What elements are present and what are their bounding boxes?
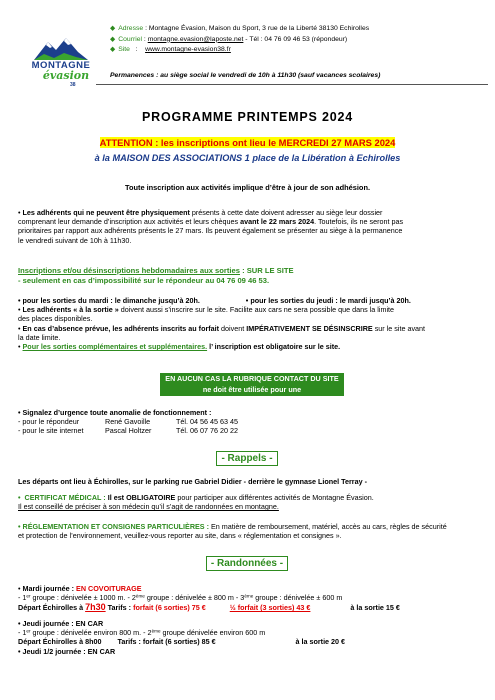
list-item: • Les adhérents « à la sortie » doivent aussi s’inscrire sur le site. Facilite aux cars ne sera possible que dans la limite bbox=[18, 305, 395, 315]
list-item: • Pour les sorties complémentaires et supplémentaires. l’ inscription est obligatoire sur le site. bbox=[18, 342, 341, 352]
bullet-icon: • bbox=[18, 208, 23, 217]
randonnees-heading: - Randonnées - bbox=[206, 556, 288, 571]
hike-jeudi-pricing: Départ Échirolles à 8h00 Tarifs : forfait (6 sorties) 85 € à la sortie 20 € bbox=[18, 637, 346, 647]
hike-mardi-pricing: Départ Échirolles à 7h30 Tarifs : forfait (6 sorties) 75 € ½ forfait (3 sorties) 43 € à la sortie 15 € bbox=[18, 602, 400, 613]
rappels-heading: - Rappels - bbox=[216, 451, 278, 466]
site-line: ◆ Site : www.montagne-evasion38.fr bbox=[110, 46, 231, 54]
logo-number: 38 bbox=[70, 82, 76, 88]
hike-jeudi-groups: - 1er groupe : dénivelée environ 800 m. - 2ème groupe dénivelée environ 600 m bbox=[18, 628, 266, 638]
logo-subtitle: évasion bbox=[42, 69, 90, 82]
email-link[interactable]: montagne.evasion@laposte.net bbox=[147, 35, 244, 43]
list-item-continued: la date limite. bbox=[18, 332, 61, 342]
bullet-icon: • bbox=[18, 493, 25, 502]
bullet-icon: ◆ bbox=[110, 35, 116, 43]
logo-title: MONTAGNE bbox=[31, 60, 91, 71]
address-line: ◆ Adresse : Montagne Évasion, Maison du Sport, 3 rue de la Liberté 38130 Echirolles bbox=[110, 25, 370, 32]
hike-mardi-groups: - 1er groupe : dénivelée ± 1000 m. - 2ème groupe : dénivelée ± 800 m - 3ème groupe : dénivelée ± 600 m bbox=[18, 593, 343, 603]
departure-info: Les départs ont lieu à Échirolles, sur le parking rue Gabriel Didier - derrière le gymnase Lionel Terray - bbox=[18, 477, 367, 486]
hike-mardi: • Mardi journée : EN COVOITURAGE bbox=[18, 584, 142, 593]
emergency-contacts bbox=[18, 408, 482, 436]
contact-notice-box: EN AUCUN CAS LA RUBRIQUE CONTACT DU SITE ne doit être utilisée pour une inscription/désinscription. bbox=[160, 373, 344, 396]
list-item: • pour les sorties du mardi : le dimanche jusqu’à 20h. • pour les sorties du jeudi : le mardi jusqu’à 20h. bbox=[18, 296, 411, 305]
medical-certificate: • CERTIFICAT MÉDICAL : Il est OBLIGATOIRE pour participer aux différentes activités de Montagne Évasion. Il est conseillé de préciser à son médecin qu’il s’agit de randonnées en montagne. bbox=[18, 493, 374, 512]
hikes-list bbox=[18, 584, 488, 656]
club-logo bbox=[26, 36, 96, 92]
email-line: ◆ Courriel : montagne.evasion@laposte.net - Tél : 04 76 09 46 53 (répondeur) bbox=[110, 35, 348, 43]
hike-jeudi: • Jeudi journée : EN CAR bbox=[18, 618, 104, 628]
attention-banner: ATTENTION : les inscriptions ont lieu le MERCREDI 27 MARS 2024 bbox=[99, 137, 396, 148]
emergency-title: • Signalez d’urgence toute anomalie de fonctionnement : bbox=[18, 408, 212, 417]
bullet-icon: ◆ bbox=[110, 25, 116, 32]
contact-block bbox=[110, 24, 490, 56]
permanences: Permanences : au siège social le vendredi de 10h à 11h30 (sauf vacances scolaires) bbox=[110, 72, 381, 79]
mountain-logo-icon bbox=[34, 36, 88, 60]
rules-list bbox=[18, 296, 482, 351]
venue-line: à la MAISON DES ASSOCIATIONS 1 place de la Libération à Echirolles bbox=[94, 153, 401, 163]
hike-demi-journee: • Jeudi 1/2 journée : EN CAR bbox=[18, 646, 116, 656]
bullet-icon: • bbox=[18, 522, 23, 531]
site-link[interactable]: www.montagne-evasion38.fr bbox=[145, 46, 231, 54]
list-item-continued: des places disponibles. bbox=[18, 314, 93, 324]
inscriptions-heading: Inscriptions et/ou désinscriptions hebdomadaires aux sorties : SUR LE SITE bbox=[18, 266, 294, 275]
remote-members-paragraph: • Les adhérents qui ne peuvent être physiquement présents à cette date doivent adresser au siège leur dossier comprenant leur demande d’inscription aux activités et leurs chèques avant le 22 mars 2024. Toutefois, ils ne seront pas prioritaires par rapport aux adhérents présents le 27 mars. Ils peuvent également se présenter au siège à la permanence le vendredi suivant de 10h à 11h30. bbox=[18, 208, 404, 245]
bullet-icon: ◆ bbox=[110, 46, 116, 54]
contact-row: - pour le site internet Pascal Holtzer Tél. 06 07 76 20 22 bbox=[18, 426, 238, 436]
contact-row: - pour le répondeur René Gavoille Tél. 04 56 45 63 45 bbox=[18, 417, 238, 427]
regulations: • RÉGLEMENTATION ET CONSIGNES PARTICULIÈRES : En matière de remboursement, matériel, accès au cars, règles de sécurité et protection de l’environnement, veuillez-vous reporter au site, dans « réglementation et consignes ». bbox=[18, 522, 447, 541]
inscriptions-subheading: - seulement en cas d’impossibilité sur le répondeur au 04 76 09 46 53. bbox=[18, 276, 270, 285]
page-title: PROGRAMME PRINTEMPS 2024 bbox=[142, 110, 353, 124]
header-divider bbox=[96, 84, 488, 85]
list-item: • En cas d’absence prévue, les adhérents inscrits au forfait doivent IMPÉRATIVEMENT SE DÉSINSCRIRE sur le site avant bbox=[18, 323, 426, 333]
membership-note: Toute inscription aux activités implique d’être à jour de son adhésion. bbox=[124, 183, 371, 192]
